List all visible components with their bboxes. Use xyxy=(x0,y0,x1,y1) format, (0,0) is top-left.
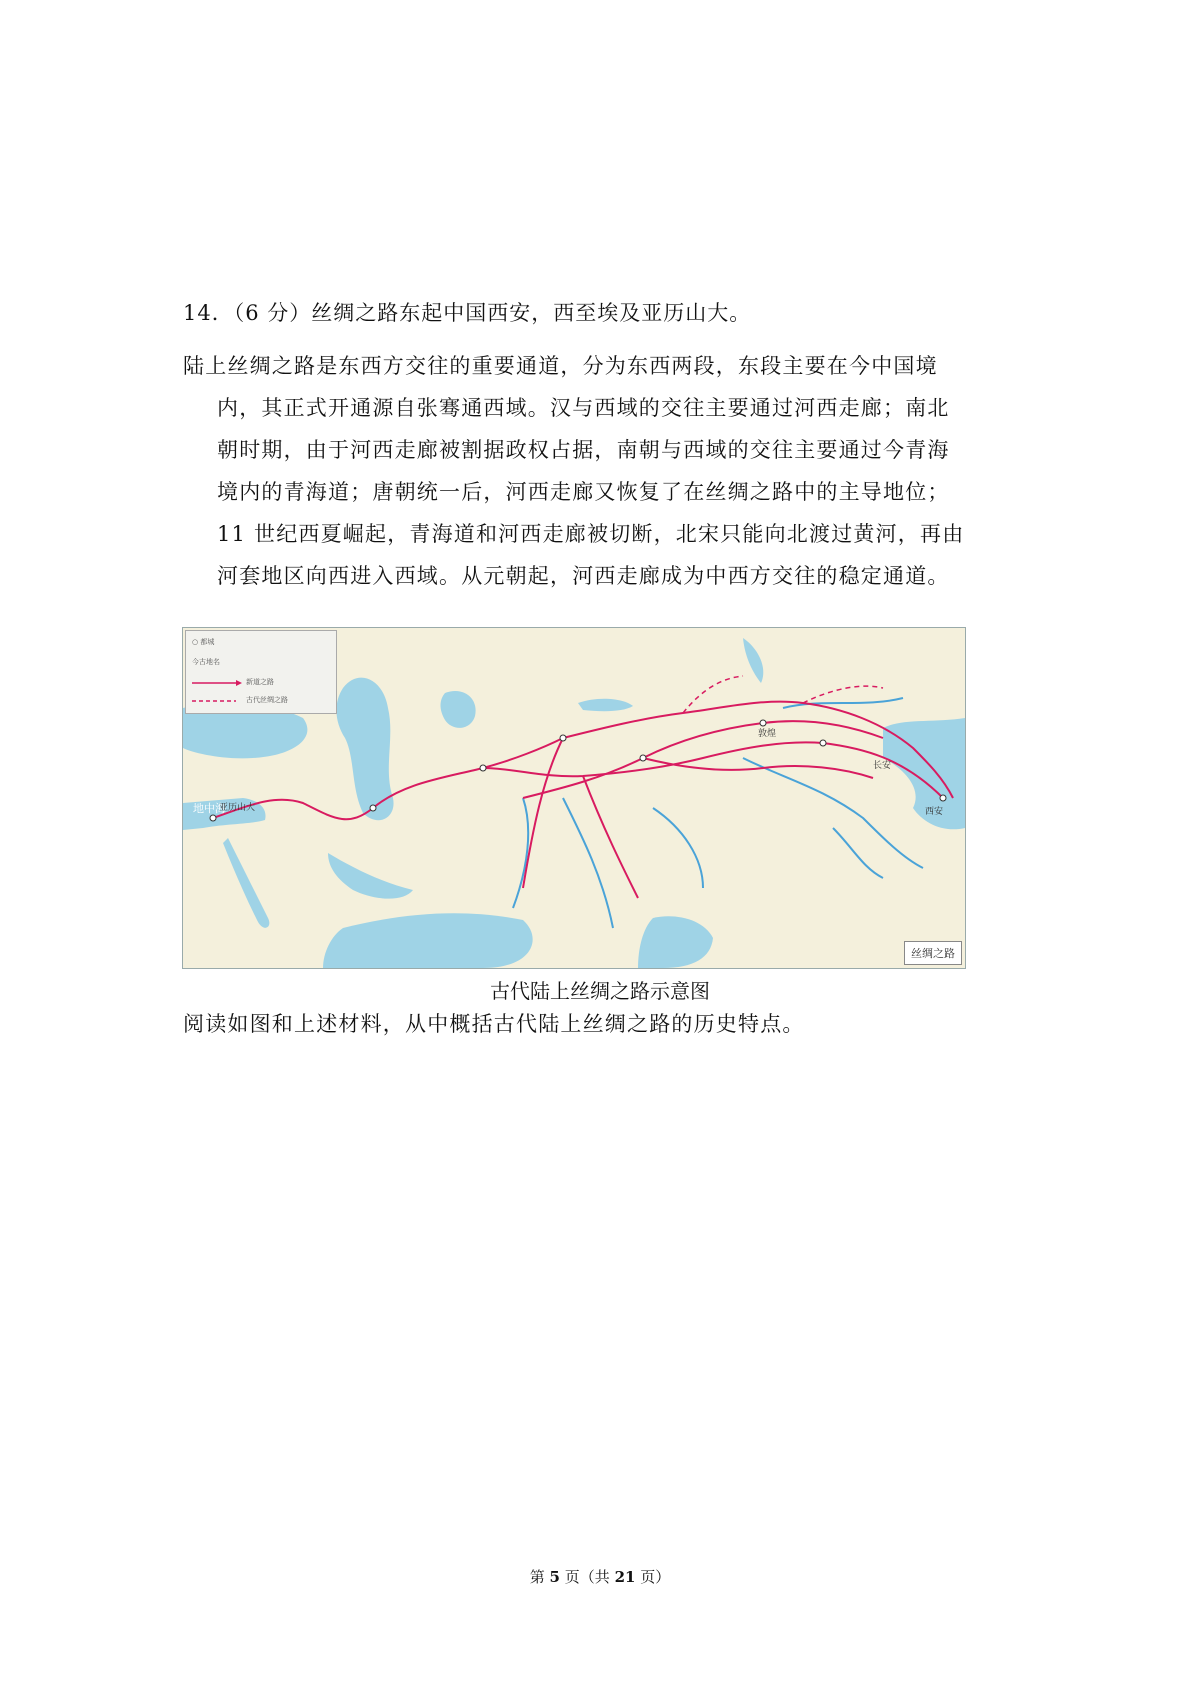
paragraph-line: 朝时期，由于河西走廊被割据政权占据，南朝与西域的交往主要通过今青海 xyxy=(217,438,950,462)
paragraph-line: 内，其正式开通源自张骞通西域。汉与西域的交往主要通过河西走廊；南北 xyxy=(217,396,950,420)
legend-item: 今古地名 xyxy=(192,658,220,666)
page-footer xyxy=(0,1566,1200,1587)
paragraph-line: 陆上丝绸之路是东西方交往的重要通道，分为东西两段，东段主要在今中国境 xyxy=(183,354,938,378)
map-caption: 古代陆上丝绸之路示意图 xyxy=(490,979,710,1003)
map-label-changan: 长安 xyxy=(873,761,892,771)
paragraph-line: 境内的青海道；唐朝统一后，河西走廊又恢复了在丝绸之路中的主导地位； xyxy=(217,480,950,504)
footer-middle: 页（共 xyxy=(564,1568,610,1586)
map-label-alexandria: 亚历山大 xyxy=(219,803,256,813)
legend-item: ○ 都城 xyxy=(192,638,215,646)
map-label-sea: 地中海 xyxy=(193,802,226,815)
question-prompt: 阅读如图和上述材料，从中概括古代陆上丝绸之路的历史特点。 xyxy=(183,1012,805,1036)
map-legend xyxy=(185,630,337,714)
silk-road-map xyxy=(182,627,966,969)
legend-item: 古代丝绸之路 xyxy=(246,696,288,704)
legend-item: 新道之路 xyxy=(246,678,274,686)
paragraph-line: 河套地区向西进入西域。从元朝起，河西走廊成为中西方交往的稳定通道。 xyxy=(217,564,950,588)
map-stamp: 丝绸之路 xyxy=(904,941,962,965)
paragraph-line: 11 世纪西夏崛起，青海道和河西走廊被切断，北宋只能向北渡过黄河，再由 xyxy=(217,522,965,546)
footer-prefix: 第 xyxy=(529,1568,545,1586)
map-label-xian: 西安 xyxy=(925,807,944,817)
footer-total-pages: 21 xyxy=(614,1568,636,1586)
question-title: 14．（6 分）丝绸之路东起中国西安，西至埃及亚历山大。 xyxy=(183,301,752,325)
footer-suffix: 页） xyxy=(640,1568,671,1586)
map-label-dunhuang: 敦煌 xyxy=(758,729,777,739)
material-paragraph xyxy=(183,345,1033,597)
footer-page-number: 5 xyxy=(549,1568,560,1586)
legend-symbols xyxy=(186,631,336,713)
